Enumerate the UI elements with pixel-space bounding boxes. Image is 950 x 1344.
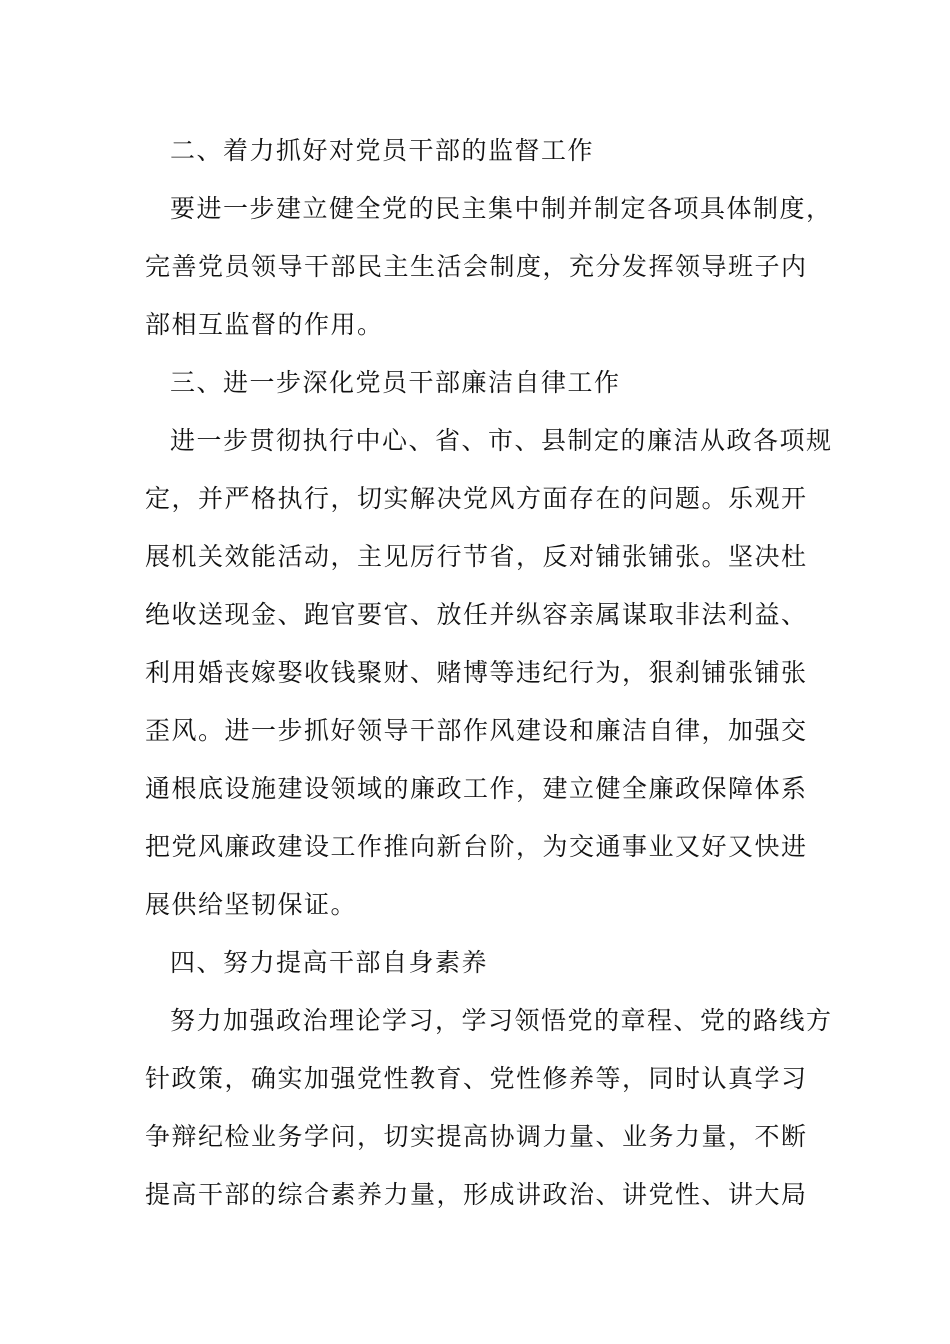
paragraph-line: 定，并严格执行，切实解决党风方面存在的问题。乐观开 [145, 484, 808, 513]
paragraph-line: 提高干部的综合素养力量，形成讲政治、讲党性、讲大局 [145, 1180, 808, 1209]
paragraph-line: 完善党员领导干部民主生活会制度，充分发挥领导班子内 [145, 252, 808, 281]
paragraph-line: 绝收送现金、跑官要官、放任并纵容亲属谋取非法利益、 [145, 600, 808, 629]
paragraph-line: 把党风廉政建设工作推向新台阶，为交通事业又好又快进 [145, 832, 808, 861]
section-heading-3: 三、进一步深化党员干部廉洁自律工作 [170, 368, 621, 397]
paragraph-line: 部相互监督的作用。 [145, 310, 384, 339]
paragraph-line: 进一步贯彻执行中心、省、市、县制定的廉洁从政各项规 [170, 426, 833, 455]
paragraph-line: 要进一步建立健全党的民主集中制并制定各项具体制度， [170, 194, 833, 223]
section-heading-4: 四、努力提高干部自身素养 [170, 948, 489, 977]
paragraph-line: 争辩纪检业务学问，切实提高协调力量、业务力量，不断 [145, 1122, 808, 1151]
paragraph-line: 利用婚丧嫁娶收钱聚财、赌博等违纪行为，狠刹铺张铺张 [145, 658, 808, 687]
paragraph-line: 展机关效能活动，主见厉行节省，反对铺张铺张。坚决杜 [145, 542, 808, 571]
paragraph-line: 展供给坚韧保证。 [145, 890, 358, 919]
document-body [145, 122, 833, 1224]
paragraph-line: 通根底设施建设领域的廉政工作，建立健全廉政保障体系 [145, 774, 808, 803]
paragraph-line: 努力加强政治理论学习，学习领悟党的章程、党的路线方 [170, 1006, 833, 1035]
paragraph-line: 歪风。进一步抓好领导干部作风建设和廉洁自律，加强交 [145, 716, 808, 745]
paragraph-line: 针政策，确实加强党性教育、党性修养等，同时认真学习 [145, 1064, 808, 1093]
section-heading-2: 二、着力抓好对党员干部的监督工作 [170, 136, 595, 165]
